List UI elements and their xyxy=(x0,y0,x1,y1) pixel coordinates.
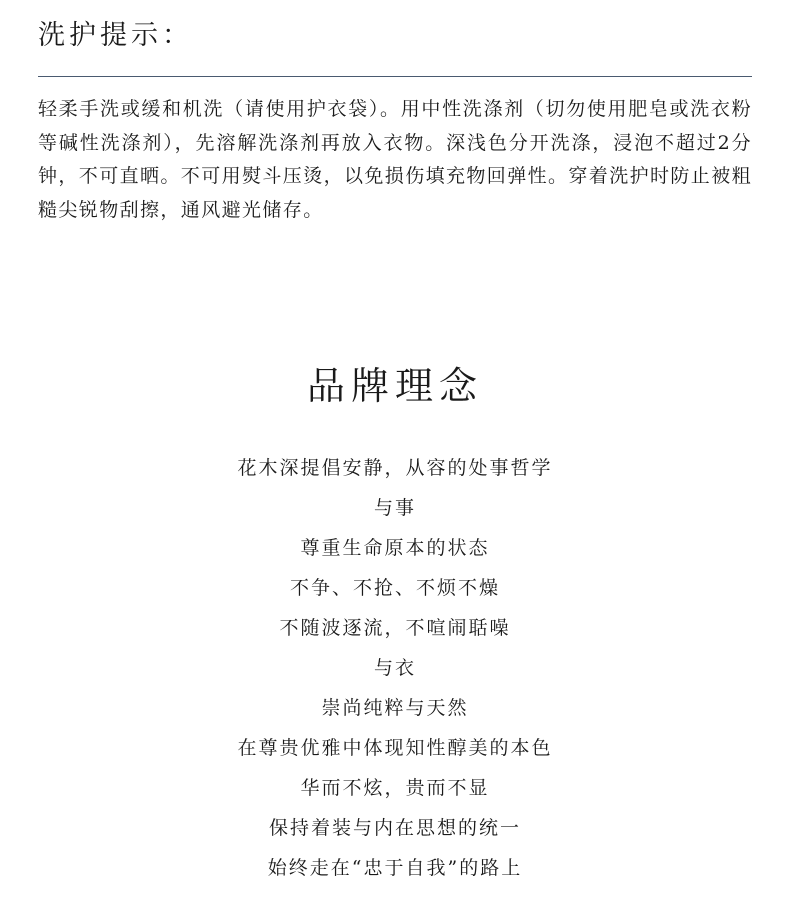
section-divider xyxy=(38,76,752,77)
brand-line: 崇尚纯粹与天然 xyxy=(321,697,469,719)
brand-line: 始终走在“忠于自我”的路上 xyxy=(267,857,523,879)
care-section xyxy=(38,14,752,58)
brand-line: 华而不炫，贵而不显 xyxy=(300,777,490,799)
brand-line: 在尊贵优雅中体现知性醇美的本色 xyxy=(237,737,553,759)
brand-line: 与事 xyxy=(373,497,416,519)
brand-line: 保持着装与内在思想的统一 xyxy=(268,817,521,839)
care-title: 洗护提示： xyxy=(38,20,193,51)
care-instructions-text: 轻柔手洗或缓和机洗（请使用护衣袋）。用中性洗涤剂（切勿使用肥皂或洗衣粉等碱性洗涤剂），先溶解洗涤剂再放入衣物。深浅色分开洗涤，浸泡不超过2分钟，不可直晒。不可用熨斗压烫，以免损伤填充物回弹性。穿着洗护时防止被粗糙尖锐物刮擦，通风避光储存。 xyxy=(38,98,753,221)
brand-line: 不争、不抢、不烦不燥 xyxy=(289,577,500,599)
brand-line: 花木深提倡安静，从容的处事哲学 xyxy=(237,457,553,479)
brand-philosophy-lines xyxy=(0,448,790,888)
brand-line: 尊重生命原本的状态 xyxy=(300,537,490,559)
brand-line: 与衣 xyxy=(373,657,416,679)
brand-line: 不随波逐流，不喧闹聒噪 xyxy=(279,617,511,639)
brand-philosophy-title: 品牌理念 xyxy=(306,364,483,408)
